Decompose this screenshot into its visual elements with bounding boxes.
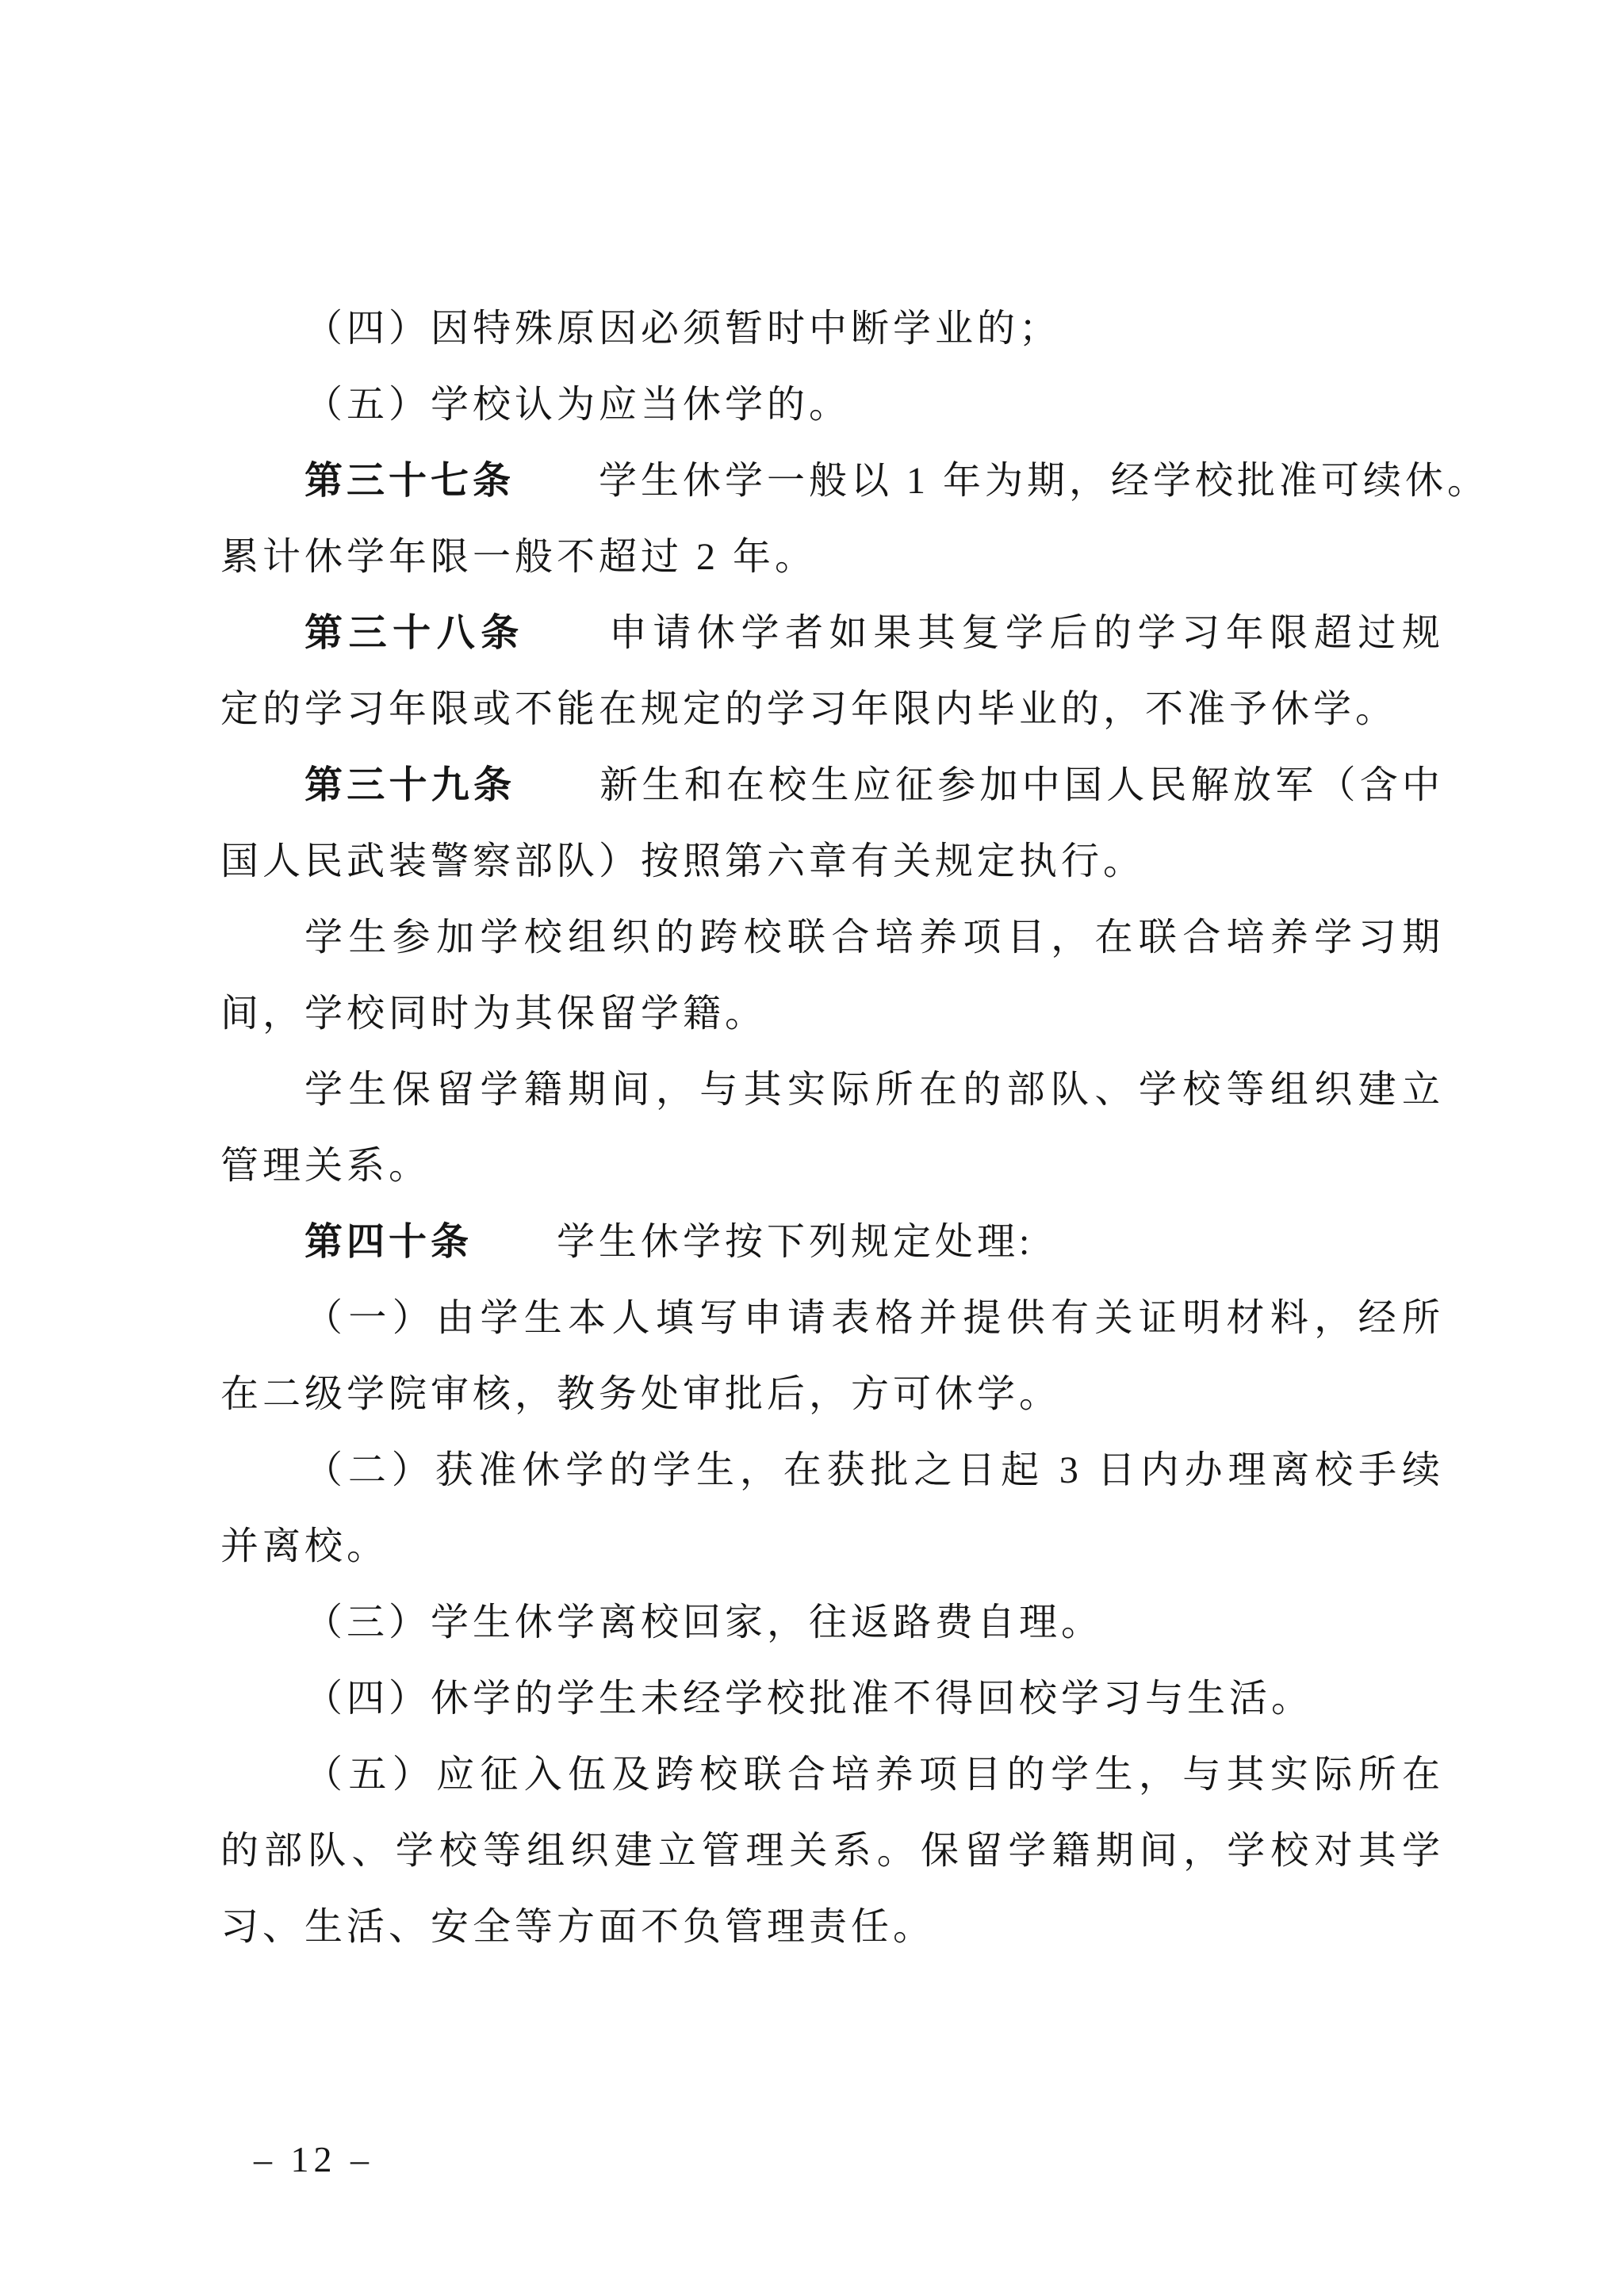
document-line	[220, 1813, 1444, 1889]
line-text: （四）休学的学生未经学校批准不得回校学习与生活。	[304, 1678, 1314, 1720]
document-line	[220, 1661, 1444, 1737]
line-text: 学生保留学籍期间，与其实际所在的部队、学校等组织建立	[304, 1069, 1444, 1111]
line-text: 学生参加学校组织的跨校联合培养项目，在联合培养学习期	[304, 916, 1444, 959]
line-text: （五）学校认为应当休学的。	[304, 384, 852, 426]
article-number: 第三十七条	[304, 460, 515, 502]
line-text: 学生休学按下列规定处理:	[557, 1221, 1034, 1263]
line-text: （五）应征入伍及跨校联合培养项目的学生，与其实际所在	[304, 1754, 1444, 1796]
document-line	[220, 367, 1444, 443]
page-number: – 12 –	[254, 2139, 373, 2179]
document-line	[220, 443, 1490, 519]
line-text: 的部队、学校等组织建立管理关系。保留学籍期间，学校对其学	[220, 1830, 1444, 1872]
article-number: 第三十九条	[304, 764, 516, 806]
line-text: 管理关系。	[220, 1145, 431, 1187]
document-line	[220, 1128, 1444, 1204]
line-text: 学生休学一般以 1 年为期，经学校批准可续休。	[599, 460, 1490, 502]
line-text: 新生和在校生应征参加中国人民解放军（含中	[599, 764, 1444, 806]
document-line	[220, 1433, 1444, 1509]
document-line	[220, 1052, 1444, 1128]
line-text: 间，学校同时为其保留学籍。	[220, 993, 768, 1035]
document-line	[220, 595, 1444, 672]
document-line	[220, 672, 1444, 748]
line-text: （二）获准休学的学生，在获批之日起 3 日内办理离校手续	[304, 1449, 1444, 1491]
document-line	[220, 748, 1444, 824]
document-line	[220, 976, 1444, 1052]
document-line	[220, 1509, 1444, 1585]
article-number: 第三十八条	[304, 612, 525, 654]
document-line	[220, 900, 1444, 976]
line-text: 并离校。	[220, 1525, 389, 1567]
document-line	[220, 1357, 1444, 1433]
document-line	[220, 291, 1444, 367]
line-text: 定的学习年限或不能在规定的学习年限内毕业的，不准予休学。	[220, 688, 1398, 730]
line-text: 累计休学年限一般不超过 2 年。	[220, 536, 818, 578]
article-number: 第四十条	[304, 1221, 473, 1263]
line-text: 习、生活、安全等方面不负管理责任。	[220, 1906, 936, 1948]
document-line	[220, 1889, 1444, 1965]
line-text: （三）学生休学离校回家，往返路费自理。	[304, 1601, 1104, 1644]
document-line	[220, 824, 1444, 900]
document-line	[220, 1204, 1444, 1280]
document-line	[220, 1280, 1444, 1357]
line-text: （一）由学生本人填写申请表格并提供有关证明材料，经所	[304, 1297, 1444, 1339]
document-line	[220, 1737, 1444, 1813]
line-text: 在二级学院审核，教务处审批后，方可休学。	[220, 1373, 1062, 1415]
document-body	[220, 291, 1490, 1965]
document-line	[220, 1585, 1444, 1661]
document-line	[220, 519, 1444, 595]
line-text: 国人民武装警察部队）按照第六章有关规定执行。	[220, 840, 1146, 882]
line-text: （四）因特殊原因必须暂时中断学业的；	[304, 308, 1062, 350]
line-text: 申请休学者如果其复学后的学习年限超过规	[608, 612, 1444, 654]
